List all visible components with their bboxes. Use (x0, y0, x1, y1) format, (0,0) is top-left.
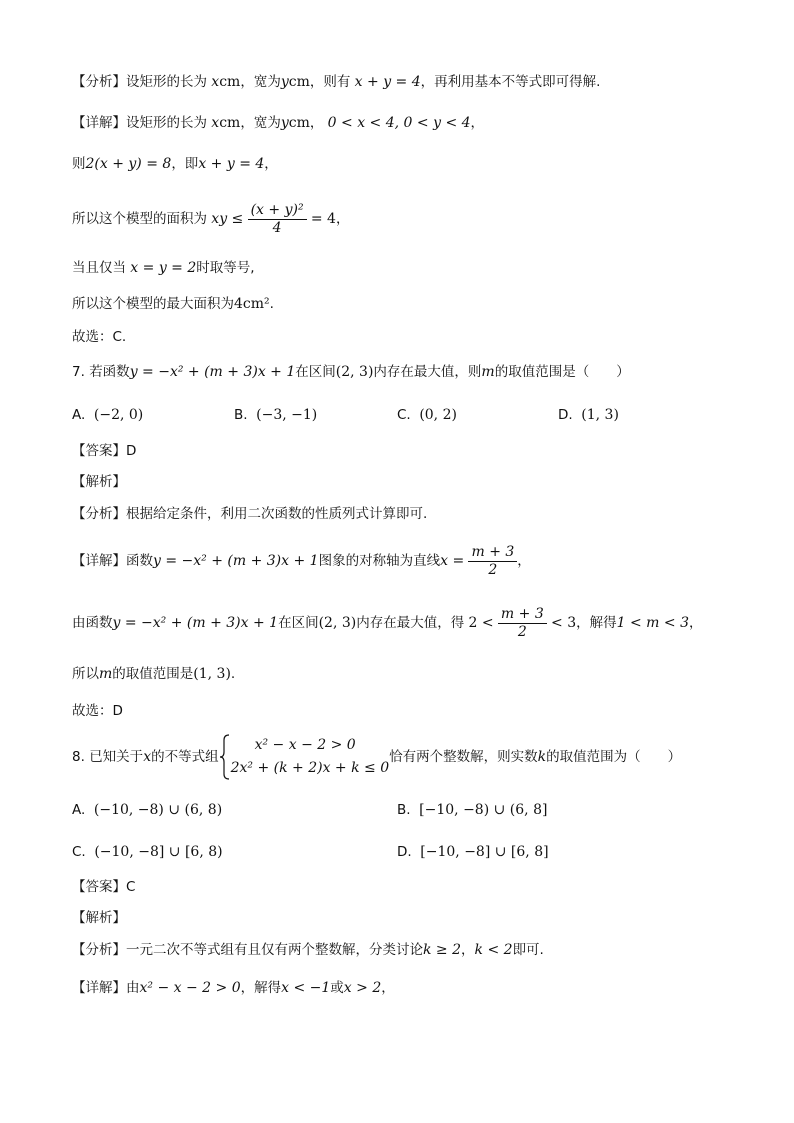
q7-analysis: 【分析】根据给定条件，利用二次函数的性质列式计算即可. (72, 506, 428, 522)
q7-option-b[interactable]: B. (−3, −1) (234, 407, 318, 423)
q6-detail-line-1: 【详解】设矩形的长为 xcm，宽为ycm， 0 < x < 4, 0 < y < 4， (72, 115, 485, 131)
q8-answer: 【答案】C (72, 879, 136, 895)
q7-choice: 故选：D (72, 703, 123, 719)
question-number: 8. (72, 749, 85, 765)
q8-jiexi-tag: 【解析】 (72, 910, 126, 926)
inequality-system: x² − x − 2 > 0 2x² + (k + 2)x + k ≤ 0 (219, 734, 390, 780)
q8-stem: 8. 已知关于x的不等式组 x² − x − 2 > 0 2x² + (k + 2)x + k ≤ 0 恰有两个整数解，则实数k的取值范围为（ ） (72, 733, 681, 781)
q6-detail-line-4: 当且仅当 x = y = 2时取等号, (72, 260, 255, 276)
q7-jiexi-tag: 【解析】 (72, 474, 126, 490)
q7-answer: 【答案】D (72, 443, 137, 459)
range-fraction: $\frac{m + 3}{2}$ (498, 606, 547, 641)
q8-detail-line-1: 【详解】由x² − x − 2 > 0，解得x < −1或x > 2， (72, 980, 395, 996)
q7-stem: 7. 若函数y = −x² + (m + 3)x + 1在区间(2, 3)内存在最大值，则m的取值范围是（ ） (72, 364, 630, 380)
q7-detail-line-1: 【详解】函数y = −x² + (m + 3)x + 1图象的对称轴为直线x = $\frac{m + 3}{2}$ ， (72, 543, 531, 578)
area-fraction: $\frac{\text{(x + y)²}}{4}$ (248, 202, 307, 237)
q7-detail-line-3: 所以m的取值范围是(1, 3). (72, 666, 236, 682)
q6-detail-line-5: 所以这个模型的最大面积为4cm². (72, 296, 274, 312)
q6-detail-line-3: 所以这个模型的面积为 xy ≤ $\frac{\text{(x + y)²}}{4}$ = 4， (72, 201, 350, 236)
q7-option-a[interactable]: A. (−2, 0) (72, 407, 144, 423)
q8-option-a[interactable]: A. (−10, −8) ∪ (6, 8) (72, 802, 223, 818)
q8-analysis: 【分析】一元二次不等式组有且仅有两个整数解，分类讨论k ≥ 2，k < 2即可. (72, 942, 544, 958)
q6-choice: 故选：C. (72, 329, 127, 345)
detail-tag: 【详解】 (72, 115, 126, 131)
analysis-tag: 【分析】 (72, 74, 126, 90)
question-number: 7. (72, 364, 85, 380)
q6-detail-line-2: 则2(x + y) = 8，即x + y = 4， (72, 156, 278, 172)
q8-option-c[interactable]: C. (−10, −8] ∪ [6, 8) (72, 844, 223, 860)
q8-option-d[interactable]: D. [−10, −8] ∪ [6, 8] (397, 844, 549, 860)
q6-analysis-line: 【分析】设矩形的长为 xcm，宽为ycm，则有 x + y = 4，再利用基本不等式即可得解. (72, 74, 601, 90)
q7-option-d[interactable]: D. (1, 3) (558, 407, 619, 423)
q8-option-b[interactable]: B. [−10, −8) ∪ (6, 8] (397, 802, 548, 818)
left-brace-icon (219, 734, 231, 780)
q7-detail-line-2: 由函数y = −x² + (m + 3)x + 1在区间(2, 3)内存在最大值，得 2 < $\frac{m + 3}{2}$ < 3，解得1 < m < 3， (72, 605, 703, 640)
q7-option-c[interactable]: C. (0, 2) (397, 407, 457, 423)
axis-fraction: $\frac{m + 3}{2}$ (468, 544, 517, 579)
